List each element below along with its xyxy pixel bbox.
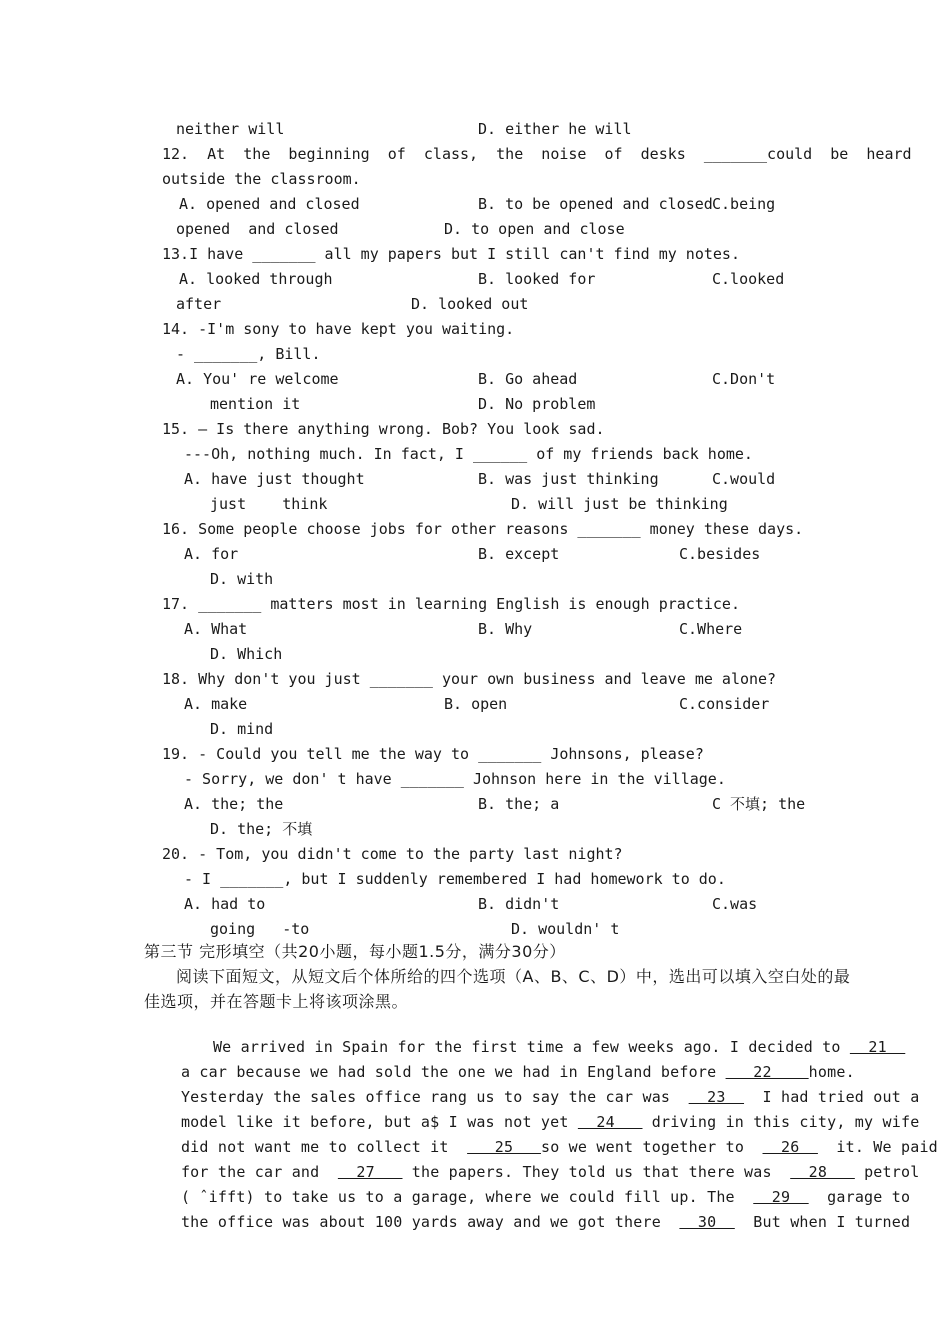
q16-option-c: C.besides [679, 545, 761, 563]
passage-line-1: We arrived in Spain for the first time a few weeks ago. I decided to 21 [212, 1038, 906, 1056]
q14-option-c-cont: mention it [210, 395, 301, 413]
q15-option-c: C.would [712, 470, 776, 488]
blank-22: 22 [725, 1063, 809, 1081]
q20-option-c: C.was [712, 895, 758, 913]
q12-option-d: D. to open and close [444, 220, 625, 238]
q15-option-d: D. will just be thinking [511, 495, 728, 513]
option-c-continued: neither will [176, 120, 285, 138]
q13-option-a: A. looked through [179, 270, 333, 288]
q16-option-d: D. with [210, 570, 274, 588]
q16-option-a: A. for [184, 545, 239, 563]
instructions-line-1: 阅读下面短文，从短文后个体所给的四个选项（A、B、C、D）中，选出可以填入空白处的最 [176, 967, 851, 986]
q16-option-b: B. except [478, 545, 560, 563]
question-15-reply: ---Oh, nothing much. In fact, I ______ of my friends back home. [184, 445, 753, 463]
passage-line-8: the office was about 100 yards away and we got there 30 But when I turned [180, 1213, 911, 1231]
blank-23: 23 [688, 1088, 745, 1106]
blank-25: 25 [467, 1138, 541, 1156]
q19-option-b: B. the; a [478, 795, 560, 813]
question-16: 16. Some people choose jobs for other reasons _______ money these days. [162, 520, 804, 538]
question-19: 19. - Could you tell me the way to _______ Johnsons, please? [162, 745, 704, 763]
q12-option-c: C.being [712, 195, 776, 213]
q20-option-b: B. didn't [478, 895, 560, 913]
q19-option-c: C 不填; the [712, 795, 806, 813]
passage-line-2: a car because we had sold the one we had in England before 22 home. [180, 1063, 855, 1081]
q17-option-c: C.Where [679, 620, 743, 638]
question-14: 14. -I'm sony to have kept you waiting. [162, 320, 515, 338]
q17-option-a: A. What [184, 620, 248, 638]
q12-option-b: B. to be opened and closed [478, 195, 713, 213]
q17-option-d: D. Which [210, 645, 283, 663]
question-14-reply: - _______, Bill. [176, 345, 321, 363]
blank-24: 24 [577, 1113, 643, 1131]
q18-option-a: A. make [184, 695, 248, 713]
q17-option-b: B. Why [478, 620, 533, 638]
q15-option-b: B. was just thinking [478, 470, 659, 488]
question-17: 17. _______ matters most in learning English is enough practice. [162, 595, 740, 613]
question-12-cont: outside the classroom. [162, 170, 361, 188]
q19-option-a: A. the; the [184, 795, 284, 813]
q12-option-a: A. opened and closed [179, 195, 360, 213]
q15-option-a: A. have just thought [184, 470, 365, 488]
q19-option-d: D. the; 不填 [210, 820, 313, 838]
q18-option-c: C.consider [679, 695, 770, 713]
question-20-reply: - I _______, but I suddenly remembered I had homework to do. [184, 870, 726, 888]
q18-option-d: D. mind [210, 720, 274, 738]
question-19-reply: - Sorry, we don' t have _______ Johnson here in the village. [184, 770, 726, 788]
q13-option-b: B. looked for [478, 270, 596, 288]
passage-line-3: Yesterday the sales office rang us to say the car was 23 I had tried out a [180, 1088, 920, 1106]
q18-option-b: B. open [444, 695, 508, 713]
q14-option-c: C.Don't [712, 370, 776, 388]
question-18: 18. Why don't you just _______ your own business and leave me alone? [162, 670, 777, 688]
q14-option-a: A. You' re welcome [176, 370, 339, 388]
question-13: 13.I have _______ all my papers but I still can't find my notes. [162, 245, 740, 263]
blank-28: 28 [790, 1163, 855, 1181]
question-12: 12. At the beginning of class, the noise of desks _______could be heard [162, 145, 912, 163]
q20-option-a: A. had to [184, 895, 266, 913]
blank-27: 27 [337, 1163, 403, 1181]
q14-option-b: B. Go ahead [478, 370, 578, 388]
passage-line-5: did not want me to collect it 25 so we went together to 26 it. We paid [180, 1138, 938, 1156]
instructions-line-2: 佳选项，并在答题卡上将该项涂黑。 [144, 992, 409, 1011]
blank-26: 26 [762, 1138, 818, 1156]
section-heading: 第三节 完形填空（共20小题，每小题1.5分，满分30分） [144, 942, 566, 961]
q13-option-d: D. looked out [411, 295, 529, 313]
q14-option-d: D. No problem [478, 395, 596, 413]
blank-21: 21 [849, 1038, 906, 1056]
passage-line-4: model like it before, but a$ I was not yet 24 driving in this city, my wife [180, 1113, 920, 1131]
passage-line-7: ( ˆifft) to take us to a garage, where we could fill up. The 29 garage to [180, 1188, 911, 1206]
blank-29: 29 [753, 1188, 809, 1206]
q12-option-c-cont: opened and closed [176, 220, 339, 238]
q13-option-c: C.looked [712, 270, 785, 288]
blank-30: 30 [679, 1213, 735, 1231]
option-d: D. either he will [478, 120, 632, 138]
q15-option-c-cont: just think [210, 495, 328, 513]
q20-option-c-cont: going -to [210, 920, 310, 938]
q20-option-d: D. wouldn' t [511, 920, 620, 938]
question-20: 20. - Tom, you didn't come to the party last night? [162, 845, 623, 863]
q13-option-c-cont: after [176, 295, 222, 313]
question-15: 15. — Is there anything wrong. Bob? You look sad. [162, 420, 605, 438]
passage-line-6: for the car and 27 the papers. They told us that there was 28 petrol [180, 1163, 920, 1181]
